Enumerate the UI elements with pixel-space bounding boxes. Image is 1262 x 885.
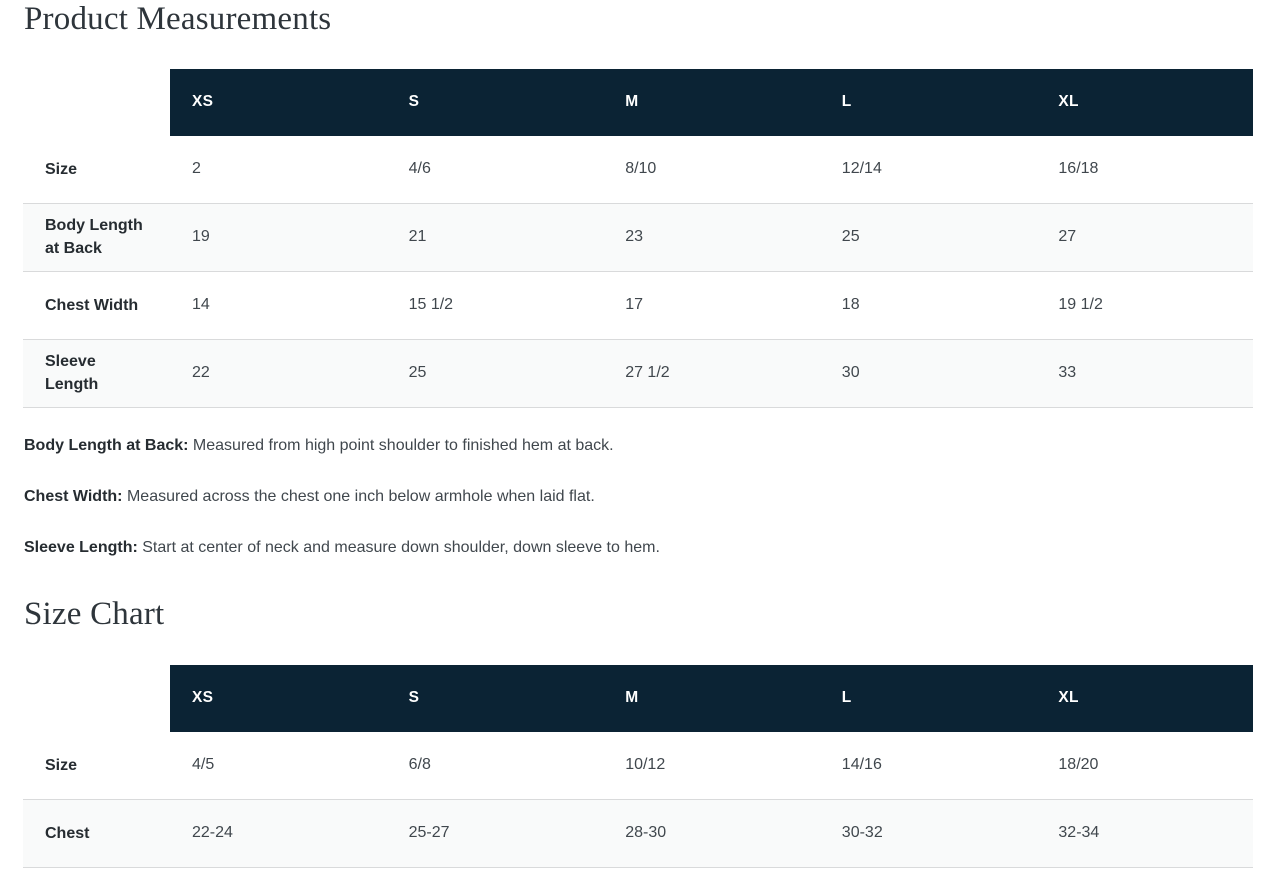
definition-term: Sleeve Length: <box>24 538 138 556</box>
column-header-m: M <box>603 665 820 732</box>
cell-value: 25-27 <box>408 824 450 842</box>
measurement-definitions <box>24 434 1238 560</box>
definition-term: Body Length at Back: <box>24 436 189 454</box>
cell-value: 22-24 <box>192 824 233 842</box>
header-corner-cell <box>23 665 170 732</box>
cell-value: 12/14 <box>841 160 882 178</box>
cell-value: 30 <box>841 364 860 382</box>
column-header-xl: XL <box>1036 69 1253 136</box>
table-row-size <box>23 136 1253 204</box>
cell-value: 27 1/2 <box>625 364 670 382</box>
cell-value: 21 <box>408 228 427 246</box>
row-label: Sleeve Length <box>45 353 99 394</box>
product-measurements-table <box>23 69 1253 408</box>
cell-value: 10/12 <box>625 756 666 774</box>
table-row-chest-width <box>23 272 1253 340</box>
cell-value: 18 <box>841 296 860 314</box>
definition-text: Measured from high point shoulder to finished hem at back. <box>188 436 614 454</box>
cell-value: 17 <box>625 296 643 314</box>
column-header-xl: XL <box>1036 665 1253 732</box>
cell-value: 15 1/2 <box>408 296 454 314</box>
cell-value: 14 <box>192 296 210 314</box>
row-label: Body Length at Back <box>45 217 143 258</box>
cell-value: 33 <box>1058 364 1077 382</box>
column-header-xs: XS <box>170 69 387 136</box>
cell-value: 4/6 <box>408 160 431 178</box>
cell-value: 19 1/2 <box>1058 296 1103 314</box>
column-header-xs: XS <box>170 665 387 732</box>
definition-term: Chest Width: <box>24 487 123 505</box>
cell-value: 14/16 <box>841 756 882 774</box>
table-header-row <box>23 69 1253 136</box>
cell-value: 6/8 <box>408 756 431 774</box>
cell-value: 25 <box>408 364 427 382</box>
cell-value: 4/5 <box>192 756 215 774</box>
column-header-l: L <box>820 69 1037 136</box>
definition-body-length <box>24 434 1238 458</box>
cell-value: 25 <box>841 228 860 246</box>
size-chart-title: Size Chart <box>24 595 165 632</box>
header-corner-cell <box>23 69 170 136</box>
cell-value: 19 <box>192 228 210 246</box>
row-label: Chest <box>45 824 90 842</box>
cell-value: 22 <box>192 364 210 382</box>
column-header-m: M <box>603 69 820 136</box>
cell-value: 23 <box>625 228 643 246</box>
definition-chest-width <box>24 485 1238 509</box>
table-row-chest <box>23 800 1253 868</box>
definition-text: Start at center of neck and measure down shoulder, down sleeve to hem. <box>137 538 660 556</box>
column-header-l: L <box>820 665 1037 732</box>
row-label: Size <box>45 756 78 774</box>
size-chart-table <box>23 665 1253 868</box>
cell-value: 32-34 <box>1058 824 1100 842</box>
cell-value: 28-30 <box>625 824 667 842</box>
cell-value: 30-32 <box>841 824 883 842</box>
cell-value: 2 <box>192 160 201 178</box>
row-label: Size <box>45 160 78 178</box>
column-header-s: S <box>387 665 604 732</box>
table-row-size <box>23 732 1253 800</box>
definition-text: Measured across the chest one inch below armhole when laid flat. <box>122 487 595 505</box>
table-row-sleeve-length <box>23 340 1253 408</box>
product-measurements-title: Product Measurements <box>24 1 332 37</box>
definition-sleeve-length <box>24 536 1238 560</box>
cell-value: 27 <box>1058 228 1077 246</box>
cell-value: 8/10 <box>625 160 657 178</box>
cell-value: 16/18 <box>1058 160 1099 178</box>
cell-value: 18/20 <box>1058 756 1099 774</box>
row-label: Chest Width <box>45 296 139 314</box>
table-row-body-length <box>23 204 1253 272</box>
table-header-row <box>23 665 1253 732</box>
column-header-s: S <box>387 69 604 136</box>
